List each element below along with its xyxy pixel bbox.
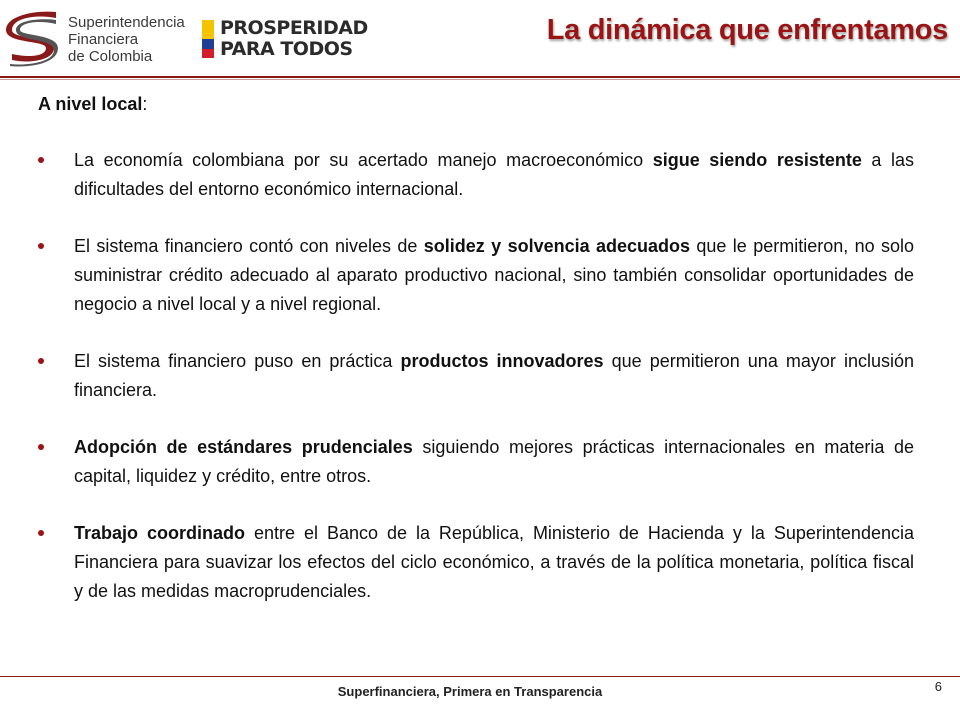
bullet-emphasis: Trabajo coordinado <box>74 523 245 543</box>
section-heading-label: A nivel local <box>38 94 143 114</box>
bullet-item <box>38 232 914 319</box>
header-divider-shadow <box>0 79 960 80</box>
header-divider <box>0 76 960 78</box>
bullet-emphasis: sigue siendo resistente <box>652 150 862 170</box>
prosperidad-wordmark <box>220 18 368 60</box>
bullet-item <box>38 146 914 204</box>
footer-divider <box>0 676 960 677</box>
bullet-text: a las dificultades del entorno económico internacional. <box>74 150 914 199</box>
section-heading-colon: : <box>142 94 148 114</box>
bullet-emphasis: solidez y solvencia adecuados <box>423 236 691 256</box>
bullet-dot-icon <box>38 157 44 163</box>
bullet-item <box>38 347 914 405</box>
pxpt-logo-line-2: PARA TODOS <box>220 38 353 60</box>
sfc-logo-line-2: Financiera <box>68 31 139 48</box>
bullet-dot-icon <box>38 358 44 364</box>
colombia-flag-icon <box>202 20 214 58</box>
prosperidad-para-todos-logo <box>202 16 368 64</box>
bullet-item <box>38 519 914 606</box>
bullet-dot-icon <box>38 243 44 249</box>
slide-header <box>0 0 960 78</box>
footer-slogan: Superfinanciera, Primera en Transparencia <box>337 684 603 699</box>
bullet-text: La economía colombiana por su acertado manejo macroeconómico <box>74 150 653 170</box>
bullet-emphasis: Adopción de estándares prudenciales <box>74 437 413 457</box>
bullet-list <box>38 146 914 606</box>
slide-body <box>38 92 914 634</box>
sfc-logo-line-1: Superintendencia <box>68 14 185 31</box>
section-heading <box>38 92 914 116</box>
bullet-text: entre el Banco de la República, Ministerio de Hacienda y la Superintendencia Financiera para suavizar los efectos del ciclo económico, a través de la política monetaria, política fiscal y de las medidas macroprudenciales. <box>74 523 914 601</box>
sfc-logo-line-3: de Colombia <box>68 48 153 65</box>
bullet-text: El sistema financiero puso en práctica <box>74 351 401 371</box>
superintendencia-wordmark <box>68 14 185 65</box>
slide-title: La dinámica que enfrentamos <box>546 14 948 46</box>
superintendencia-s-emblem-icon <box>6 10 62 68</box>
bullet-dot-icon <box>38 530 44 536</box>
page-number: 6 <box>934 679 942 694</box>
bullet-emphasis: productos innovadores <box>400 351 604 371</box>
bullet-text: siguiendo mejores prácticas internacionales en materia de capital, liquidez y crédito, entre otros. <box>74 437 915 486</box>
bullet-text: que permitieron una mayor inclusión financiera. <box>74 351 914 400</box>
pxpt-logo-line-1: PROSPERIDAD <box>220 17 368 39</box>
bullet-text: El sistema financiero contó con niveles de <box>74 236 424 256</box>
bullet-dot-icon <box>38 444 44 450</box>
bullet-item <box>38 433 914 491</box>
superintendencia-logo <box>6 10 196 68</box>
bullet-text: que le permitieron, no solo suministrar crédito adecuado al aparato productivo nacional, sino también consolidar oportunidades de negocio a nivel local y a nivel regional. <box>74 236 915 314</box>
